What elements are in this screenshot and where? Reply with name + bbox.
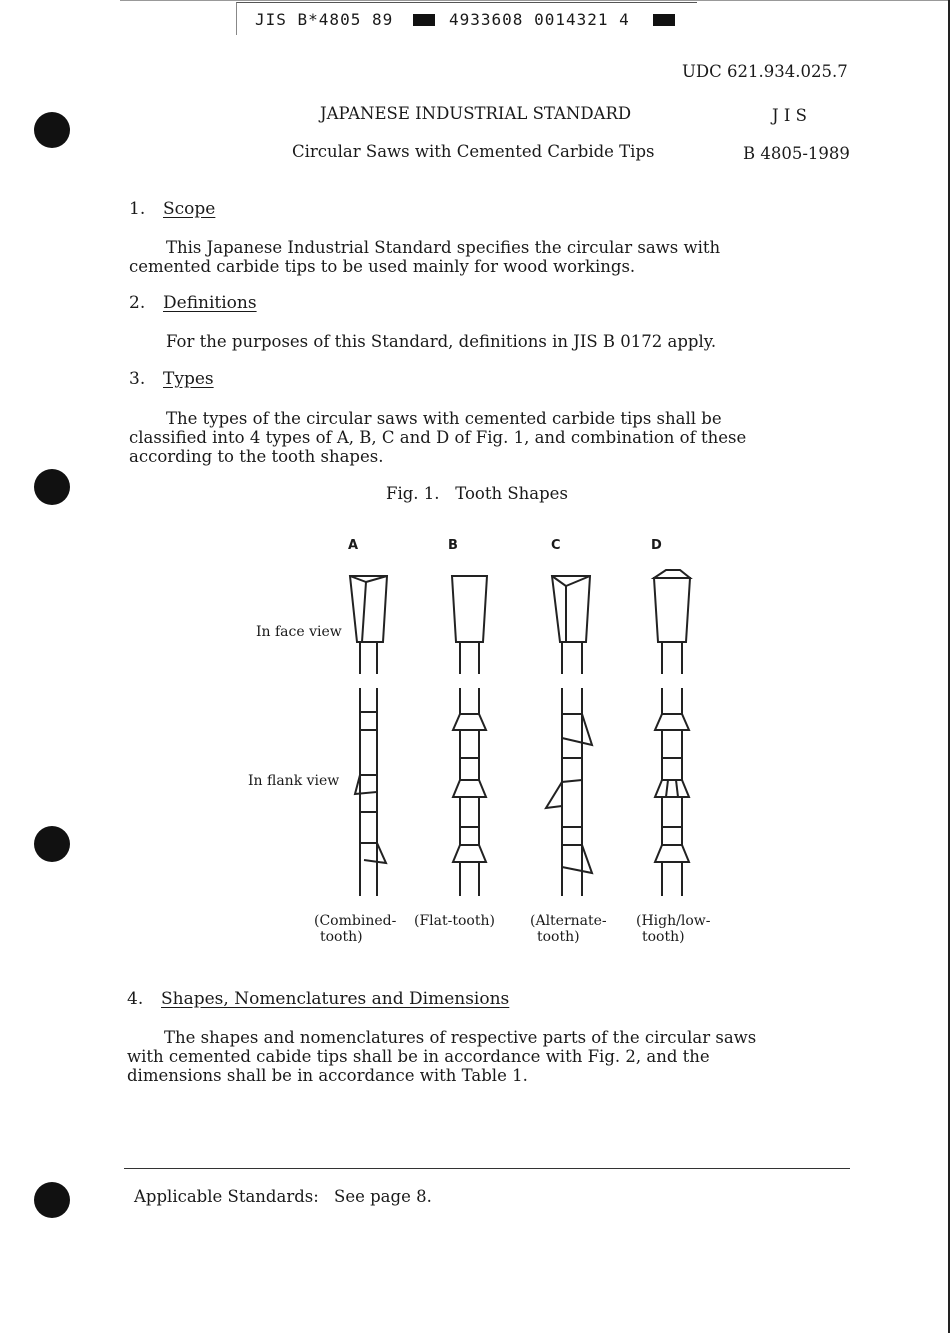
type-name-d	[636, 913, 710, 945]
type-name-b	[414, 913, 495, 929]
section-body-scope: This Japanese Industrial Standard specifies the circular saws with cemented carbide tips to be used mainly for wood workings.	[129, 238, 721, 276]
section-body-definitions: For the purposes of this Standard, definitions in JIS B 0172 apply.	[166, 332, 717, 351]
stamp-code: JIS B*4805 89	[255, 10, 394, 29]
type-name-a	[314, 913, 396, 945]
type-name-line: tooth)	[537, 929, 580, 945]
udc-number: UDC 621.934.025.7	[682, 62, 848, 81]
type-name-line: (Flat-tooth)	[414, 913, 495, 929]
applicable-value: See page 8.	[334, 1187, 432, 1206]
type-name-line: tooth)	[642, 929, 685, 945]
column-label-c: C	[551, 538, 561, 553]
tooth-c-flank	[546, 688, 592, 896]
column-label-a: A	[348, 538, 359, 553]
section-number: 2.	[129, 293, 146, 313]
document-title: Circular Saws with Cemented Carbide Tips	[292, 142, 655, 161]
type-name-line: tooth)	[320, 929, 363, 945]
column-label-b: B	[448, 538, 458, 553]
section-body-shapes: The shapes and nomenclatures of respective parts of the circular saws with cemented cabide tips shall be in accordance with Fig. 2, and the dimensions shall be in accordance with Table 1.	[127, 1028, 757, 1085]
standard-name: JAPANESE INDUSTRIAL STANDARD	[320, 104, 632, 123]
section-body-types: The types of the circular saws with cemented carbide tips shall be classified into 4 types of A, B, C and D of Fig. 1, and combination of these according to the tooth shapes.	[129, 409, 747, 466]
section-title: Shapes, Nomenclatures and Dimensions	[161, 989, 510, 1009]
jis-mark: J I S	[772, 106, 807, 125]
type-name-line: (Alternate-	[530, 913, 607, 929]
row-label-face: In face view	[256, 624, 342, 640]
tooth-c-face	[552, 576, 590, 674]
applicable-label: Applicable Standards:	[134, 1187, 319, 1206]
type-name-line: (Combined-	[314, 913, 397, 929]
section-title: Types	[163, 369, 214, 389]
type-name-line: (High/low-	[636, 913, 711, 929]
section-number: 1.	[129, 199, 146, 219]
stamp-numbers: 4933608 0014321 4	[449, 10, 630, 29]
row-label-flank: In flank view	[248, 773, 340, 789]
section-title: Definitions	[163, 293, 257, 313]
tooth-b-face	[452, 576, 487, 674]
document-number: B 4805-1989	[743, 144, 850, 163]
applicable-standards	[134, 1187, 432, 1206]
column-label-d: D	[651, 538, 662, 553]
tooth-d-face	[654, 570, 690, 674]
section-title: Scope	[163, 199, 216, 219]
section-heading-shapes	[127, 989, 509, 1009]
section-number: 4.	[127, 989, 144, 1009]
tooth-a-face	[350, 576, 387, 674]
footer-rule	[124, 1168, 850, 1169]
tooth-a-flank	[355, 688, 386, 896]
tooth-b-flank	[453, 688, 486, 896]
type-name-c	[530, 913, 607, 945]
figure-caption: Fig. 1. Tooth Shapes	[386, 484, 568, 503]
section-number: 3.	[129, 369, 146, 389]
tooth-d-flank	[655, 688, 689, 896]
